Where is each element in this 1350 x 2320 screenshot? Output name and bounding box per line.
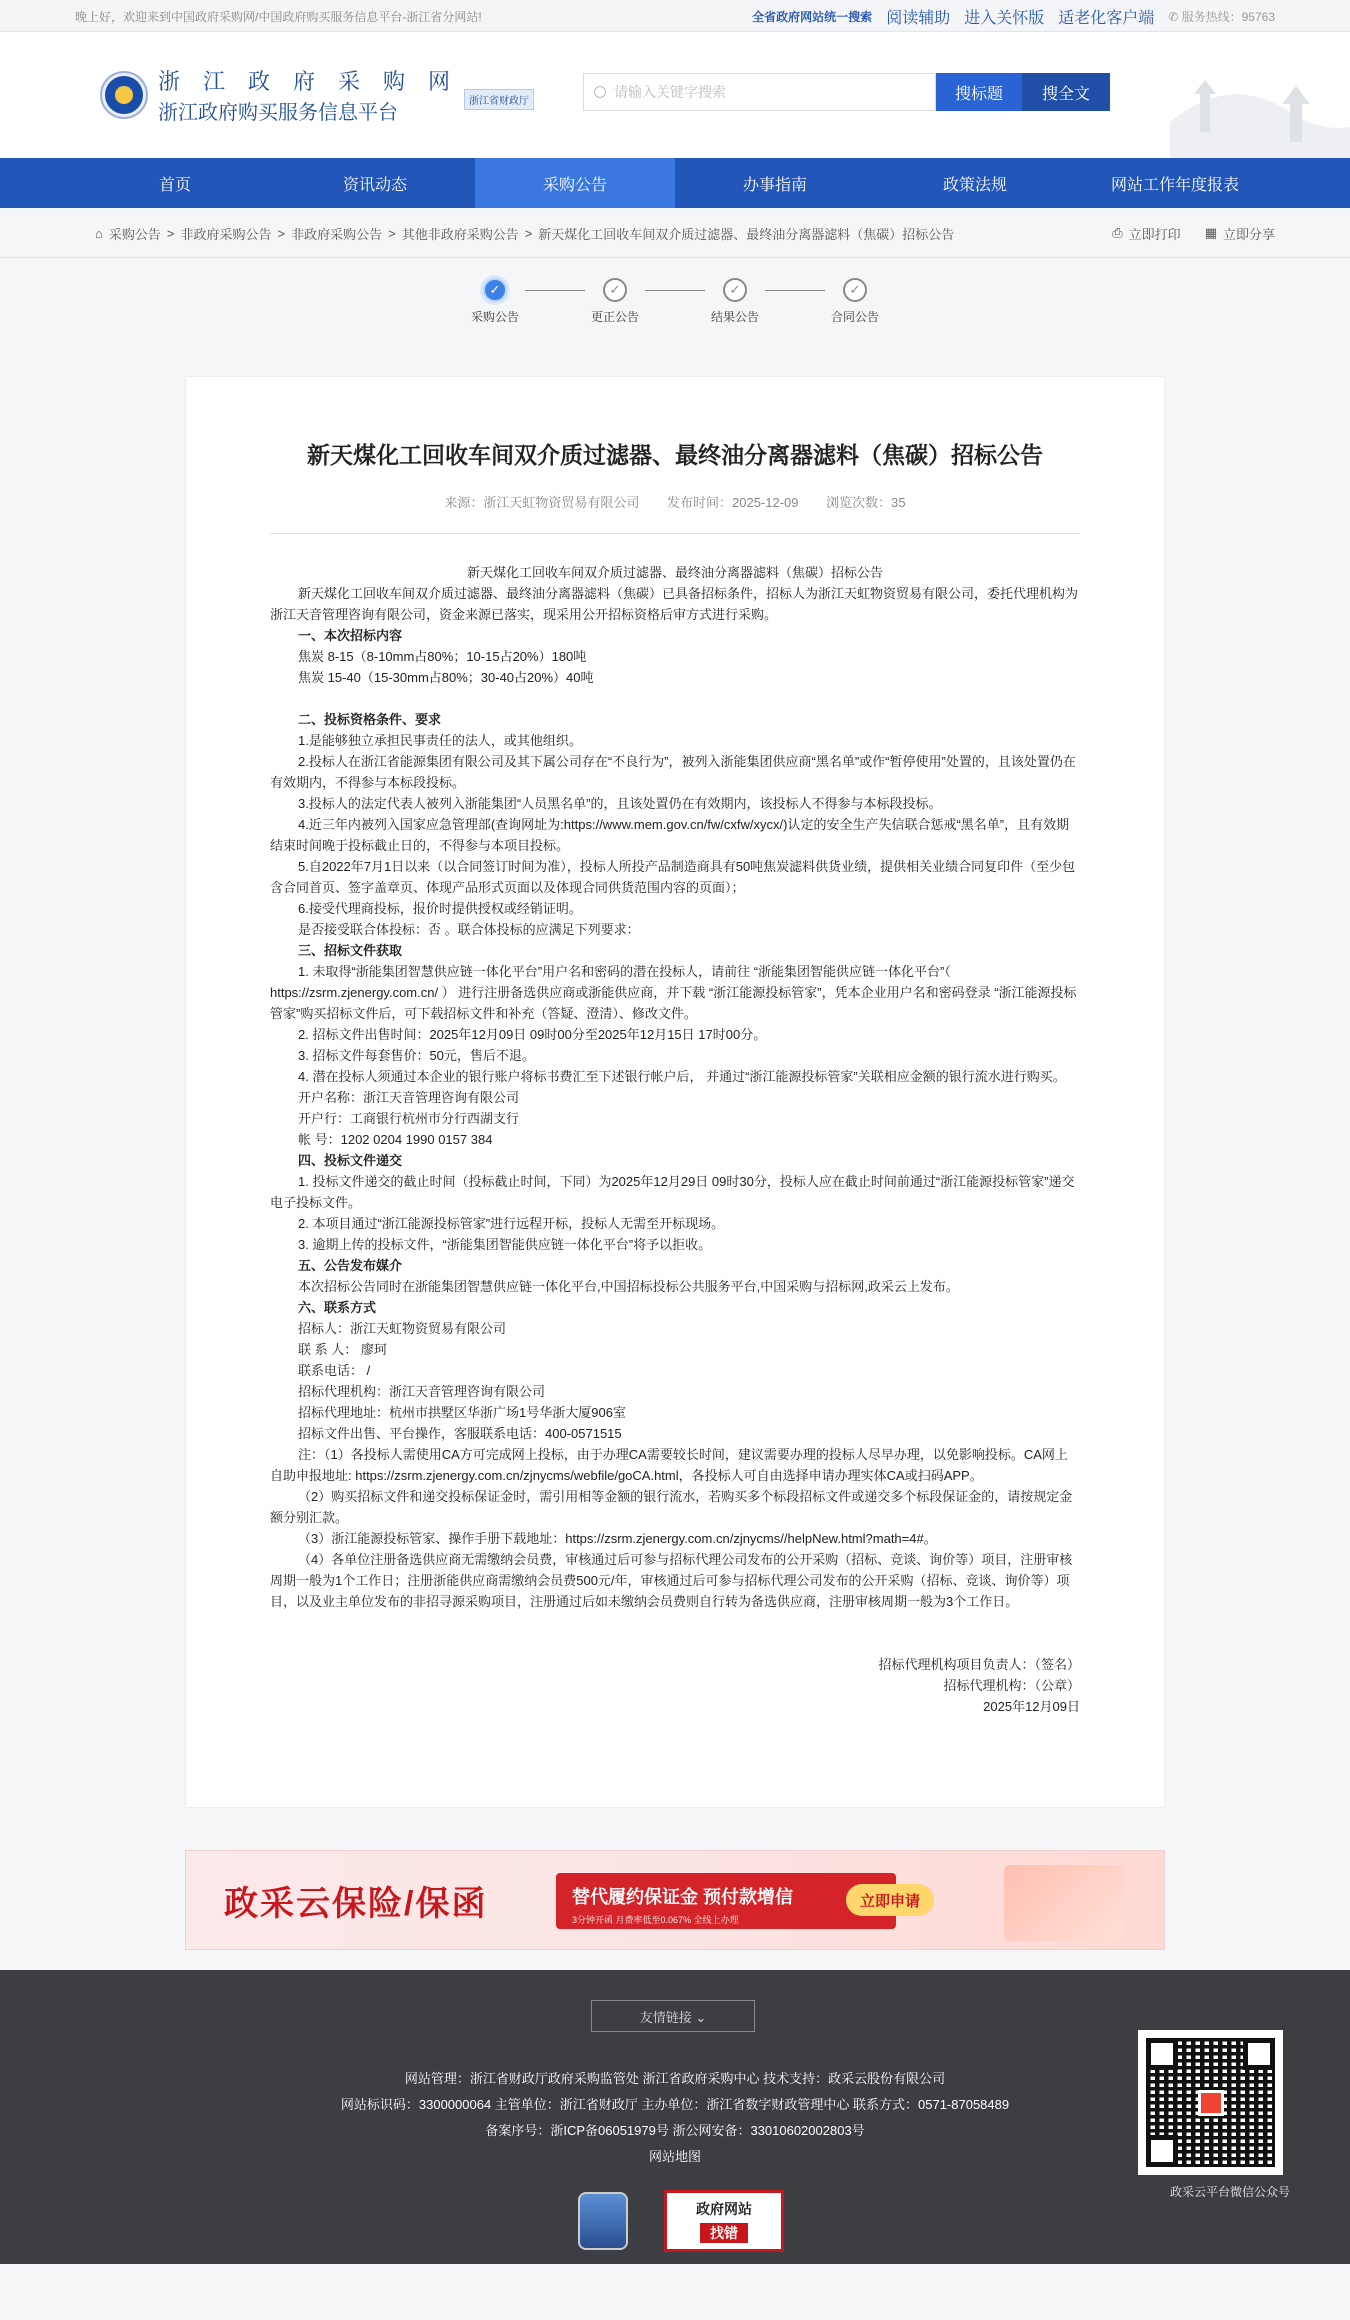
article-paragraph: 2. 招标文件出售时间：2025年12月09日 09时00分至2025年12月15日 17时00分。: [298, 1027, 767, 1042]
read-aid-link[interactable]: 阅读辅助: [886, 9, 951, 27]
check-icon: ✓: [603, 278, 627, 302]
banner-mid-text: 替代履约保证金 预付款增信: [572, 1887, 793, 1907]
step-label: 结果公告: [710, 310, 759, 324]
article-body: [270, 562, 1080, 1717]
article-paragraph: 注：（1）各投标人需使用CA方可完成网上投标，由于办理CA需要较长时间，建议需要办理的投标人尽早办理，以免影响投标。CA网上自助申报地址: https://zsrm.zjenergy.com.cn/zjnycms/webfile/goCA.html，各投标人可自由选择申请办理实体CA或扫码APP。: [270, 1447, 1068, 1483]
search-placeholder: 请输入关键字搜索: [614, 84, 726, 100]
nav-policy[interactable]: 政策法规: [942, 176, 1007, 194]
share-label: 立即分享: [1222, 226, 1275, 242]
article-paragraph: 六、联系方式: [298, 1300, 377, 1315]
check-icon: ✓: [483, 278, 507, 302]
banner-title: 政采云保险/保函: [224, 1884, 488, 1923]
crumb-4[interactable]: 其他非政府采购公告: [401, 226, 519, 242]
qrcode-caption: 政采云平台微信公众号: [1169, 2185, 1290, 2199]
article-paragraph: 招标代理机构：（公章）: [943, 1678, 1080, 1693]
phone-icon: ✆: [1168, 9, 1182, 24]
search-bar: [583, 73, 1110, 111]
article-paragraph: 二、投标资格条件、要求: [298, 712, 442, 727]
article-paragraph: 新天煤化工回收车间双介质过滤器、最终油分离器滤料（焦碳）已具备招标条件，招标人为浙江天虹物资贸易有限公司，委托代理机构为浙江天音管理咨询有限公司，资金来源已落实，现采用公开招标资格后审方式进行采购。: [270, 586, 1079, 622]
article-paragraph: 四、投标文件递交: [298, 1153, 403, 1168]
article-paragraph: 3. 逾期上传的投标文件，“浙能集团智能供应链一体化平台”将予以拒收。: [298, 1237, 712, 1252]
step-contract[interactable]: [825, 278, 885, 325]
welcome-text: 晚上好，欢迎来到中国政府采购网/中国政府购买服务信息平台-浙江省分网站!: [75, 9, 482, 24]
article-paragraph: 本次招标公告同时在浙能集团智慧供应链一体化平台,中国招标投标公共服务平台,中国采购与招标网,政采云上发布。: [298, 1279, 959, 1294]
wechat-qrcode: [1138, 2030, 1283, 2175]
print-button[interactable]: [1112, 224, 1180, 243]
article-date: 发布时间：2025-12-09: [667, 495, 799, 510]
search-fulltext-button[interactable]: 搜全文: [1022, 73, 1110, 111]
step-correction[interactable]: [585, 278, 645, 325]
banner-sub-text: 3分钟开函 月费率低至0.067% 全线上办理: [572, 1915, 739, 1925]
article-paragraph: 焦炭 8-15（8-10mm占80%；10-15占20%）180吨: [298, 649, 587, 664]
footer-line-3[interactable]: 备案序号：浙ICP备06051979号 浙公网安备：33010602002803号: [485, 2123, 865, 2138]
article-paragraph: 联系电话： /: [298, 1363, 371, 1378]
footer-line-1: 网站管理：浙江省财政厅政府采购监管处 浙江省政府采购中心 技术支持：政采云股份有限公司: [404, 2071, 946, 2086]
article-paragraph: 三、招标文件获取: [298, 943, 403, 958]
footer: [0, 1970, 1350, 2264]
pagoda-decoration-icon: [1170, 32, 1350, 158]
article-paragraph: 焦炭 15-40（15-30mm占80%；30-40占20%）40吨: [298, 670, 594, 685]
share-button[interactable]: [1205, 224, 1275, 243]
article-paragraph: 一、本次招标内容: [298, 628, 403, 643]
article-paragraph: 新天煤化工回收车间双介质过滤器、最终油分离器滤料（焦碳）招标公告: [466, 565, 883, 580]
step-label: 采购公告: [470, 310, 519, 324]
article-paragraph: [270, 1633, 1080, 1654]
dept-tag: 浙江省财政厅: [464, 89, 534, 110]
step-result[interactable]: [705, 278, 765, 325]
nav-guide[interactable]: 办事指南: [742, 176, 807, 194]
emblem-icon: [100, 71, 148, 119]
friend-links-dropdown[interactable]: 友情链接 ⌄: [591, 2000, 755, 2032]
crumb-1[interactable]: 采购公告: [108, 226, 161, 242]
article-paragraph: 开户行：工商银行杭州市分行西湖支行: [298, 1111, 520, 1126]
article-source: 来源：浙江天虹物资贸易有限公司: [444, 495, 640, 510]
article-paragraph: 招标文件出售、平台操作，客服联系电话：400-0571515: [298, 1426, 622, 1441]
article-views: 浏览次数：35: [826, 495, 906, 510]
article-paragraph: 招标代理机构：浙江天音管理咨询有限公司: [298, 1384, 546, 1399]
article-paragraph: 五、公告发布媒介: [298, 1258, 403, 1273]
gift-box-icon: [1004, 1865, 1124, 1941]
search-input[interactable]: [583, 73, 936, 111]
article-paragraph: 联 系 人： 廖珂: [298, 1342, 387, 1357]
article-paragraph: 招标代理地址：杭州市拱墅区华浙广场1号华浙大厦906室: [298, 1405, 626, 1420]
article-paragraph: [270, 688, 1080, 709]
banner-mid: [556, 1873, 896, 1929]
site-subtitle: 浙江政府购买服务信息平台: [158, 100, 398, 124]
nav-procurement[interactable]: 采购公告: [475, 158, 675, 208]
crumb-2[interactable]: 非政府采购公告: [180, 226, 272, 242]
nav-annual-report[interactable]: 网站工作年度报表: [1110, 176, 1239, 194]
article-paragraph: 5.自2022年7月1日以来（以合同签订时间为准），投标人所投产品制造商具有50吨焦炭滤料供货业绩，提供相关业绩合同复印件（至少包含合同首页、签字盖章页、体现产品形式页面以及体现合同供货范围内容的页面）；: [270, 859, 1076, 895]
qrcode-icon: ▦: [1204, 225, 1217, 240]
promo-banner[interactable]: [185, 1850, 1165, 1950]
main-nav: [0, 158, 1350, 208]
search-title-button[interactable]: 搜标题: [936, 73, 1022, 111]
article-paragraph: 4.近三年内被列入国家应急管理部(查询网址为:https://www.mem.gov.cn/fw/cxfw/xycx/)认定的安全生产失信联合惩戒“黑名单”，且有效期结束时间晚于投标截止日的，不得参与本项目投标。: [270, 817, 1070, 853]
care-mode-link[interactable]: 进入关怀版: [964, 9, 1045, 27]
article-title: 新天煤化工回收车间双介质过滤器、最终油分离器滤料（焦碳）招标公告: [307, 442, 1043, 468]
article-paragraph: （2）购买招标文件和递交投标保证金时，需引用相等金额的银行流水，若购买多个标段招标文件或递交多个标段保证金的，请按规定金额分别汇款。: [270, 1489, 1073, 1525]
article-paragraph: 4. 潜在投标人须通过本企业的银行账户将标书费汇至下述银行帐户后， 并通过“浙江能源投标管家”关联相应金额的银行流水进行购买。: [298, 1069, 1066, 1084]
site-logo[interactable]: [100, 65, 534, 125]
article-paragraph: 招标人：浙江天虹物资贸易有限公司: [298, 1321, 507, 1336]
site-name: 浙 江 政 府 采 购 网: [158, 70, 458, 95]
hotline-text: 服务热线：95763: [1181, 9, 1275, 24]
article-paragraph: 1. 未取得“浙能集团智慧供应链一体化平台”用户名和密码的潜在投标人，请前往 “浙能集团智能供应链一体化平台”（ https://zsrm.zjenergy.com.cn/ ） 进行注册备选供应商或浙能供应商，并下载 “浙江能源投标管家”，凭本企业用户名和密码登录 “浙江能源投标管家”购买招标文件后，可下载招标文件和补充（答疑、澄清）、修改文件。: [270, 964, 1077, 1021]
sitemap-link[interactable]: 网站地图: [648, 2149, 701, 2164]
apply-now-button[interactable]: 立即申请: [846, 1884, 934, 1916]
article: [185, 376, 1165, 1808]
gov-site-error-report-badge[interactable]: [664, 2190, 784, 2252]
crumb-3[interactable]: 非政府采购公告: [291, 226, 383, 242]
nav-news[interactable]: 资讯动态: [342, 176, 407, 194]
step-procurement[interactable]: [465, 278, 525, 325]
article-paragraph: 开户名称：浙江天音管理咨询有限公司: [298, 1090, 520, 1105]
step-label: 合同公告: [830, 310, 879, 324]
article-paragraph: 招标代理机构项目负责人：（签名）: [878, 1657, 1080, 1672]
check-icon: ✓: [723, 278, 747, 302]
badge-top-text: 政府网站: [696, 2201, 752, 2217]
site-header: [0, 32, 1350, 158]
home-icon[interactable]: ⌂: [95, 225, 103, 241]
article-paragraph: 3. 招标文件每套售价：50元，售后不退。: [298, 1048, 535, 1063]
badge-bottom-text: 找错: [700, 2223, 748, 2243]
nav-home[interactable]: 首页: [158, 176, 191, 194]
announcement-steps: [0, 258, 1350, 376]
step-label: 更正公告: [590, 310, 639, 324]
article-paragraph: 2. 本项目通过“浙江能源投标管家”进行远程开标，投标人无需至开标现场。: [298, 1216, 725, 1231]
article-paragraph: 1.是能够独立承担民事责任的法人，或其他组织。: [298, 733, 582, 748]
article-paragraph: 2.投标人在浙江省能源集团有限公司及其下属公司存在“不良行为”，被列入浙能集团供应商“黑名单”或作“暂停使用”处置的，且该处置仍在有效期内，不得参与本标段投标。: [270, 754, 1076, 790]
article-paragraph: 是否接受联合体投标：否 。联合体投标的应满足下列要求：: [298, 922, 640, 937]
article-paragraph: 2025年12月09日: [983, 1699, 1080, 1714]
top-bar: [0, 0, 1350, 32]
crumb-current: 新天煤化工回收车间双介质过滤器、最终油分离器滤料（焦碳）招标公告: [538, 226, 955, 242]
print-label: 立即打印: [1128, 226, 1181, 242]
article-paragraph: 3.投标人的法定代表人被列入浙能集团“人员黑名单”的，且该处置仍在有效期内，该投标人不得参与本标段投标。: [298, 796, 942, 811]
search-all-link[interactable]: 全省政府网站统一搜索: [752, 9, 873, 24]
breadcrumb: ⌂ 采购公告 > 非政府采购公告 > 非政府采购公告 > 其他非政府采购公告 > 新天煤化工回收车间双介质过滤器、最终油分离器滤料（焦碳）招标公告 ⎙ 立即打印 ▦ 立即分享: [0, 208, 1350, 258]
article-paragraph: 帐 号：1202 0204 1990 0157 384: [298, 1132, 493, 1147]
elder-client-link[interactable]: 适老化客户端: [1058, 9, 1155, 27]
article-paragraph: 6.接受代理商投标，报价时提供授权或经销证明。: [298, 901, 582, 916]
article-paragraph: （3）浙江能源投标管家、操作手册下载地址：https://zsrm.zjenergy.com.cn/zjnycms//helpNew.html?math=4#。: [298, 1531, 937, 1546]
check-icon: ✓: [843, 278, 867, 302]
hotline: [1168, 8, 1275, 25]
article-meta: [270, 492, 1080, 534]
article-paragraph: 1. 投标文件递交的截止时间（投标截止时间，下同）为2025年12月29日 09时30分，投标人应在截止时间前通过“浙江能源投标管家”递交电子投标文件。: [270, 1174, 1075, 1210]
article-paragraph: （4）各单位注册备选供应商无需缴纳会员费，审核通过后可参与招标代理公司发布的公开采购（招标、竞谈、询价等）项目，注册审核周期一般为1个工作日；注册浙能供应商需缴纳会员费500元/年，审核通过后可参与招标代理公司发布的公开采购（招标、竞谈、询价等）项目，以及业主单位发布的非招寻源采购项目，注册通过后如未缴纳会员费则自行转为备选供应商，注册审核周期一般为3个工作日。: [270, 1552, 1073, 1609]
printer-icon: ⎙: [1112, 225, 1123, 240]
article-paragraph: [270, 1612, 1080, 1633]
footer-line-2: 网站标识码：3300000064 主管单位：浙江省财政厅 主办单位：浙江省数字财政管理中心 联系方式：0571-87058489: [340, 2097, 1010, 2112]
search-icon: [594, 86, 606, 98]
public-institution-badge-icon[interactable]: [578, 2192, 628, 2250]
